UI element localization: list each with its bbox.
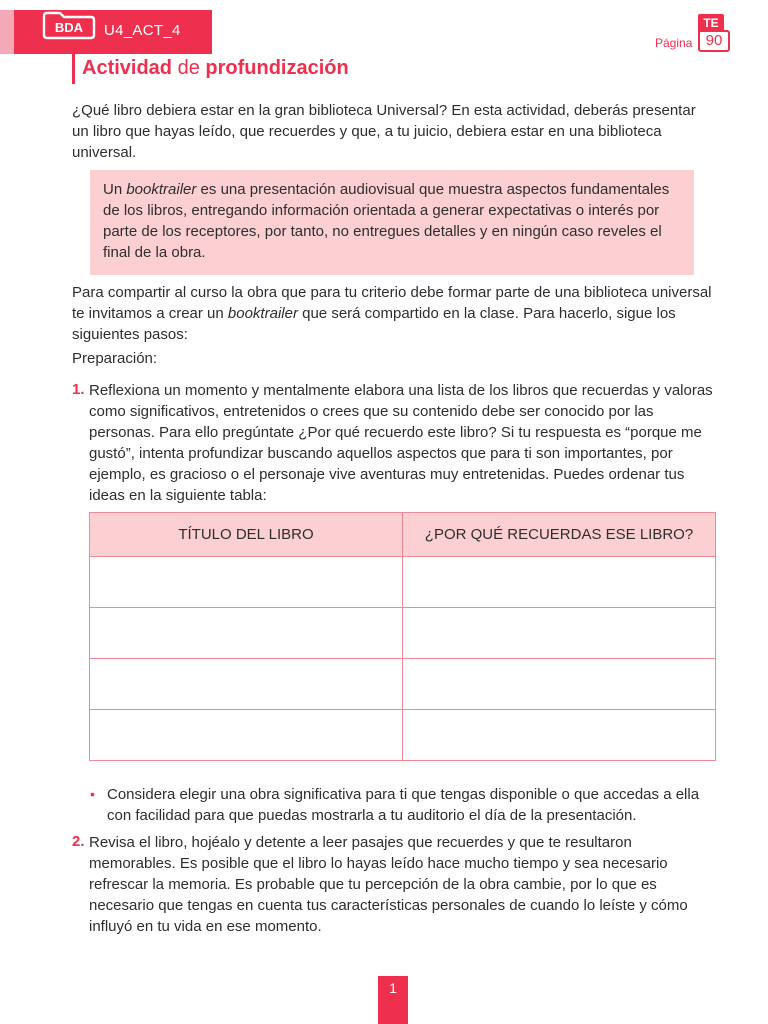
table-cell[interactable]: [403, 557, 716, 608]
step-1-number: 1.: [72, 381, 85, 398]
title-part-3: profundización: [205, 57, 349, 79]
header-edge: [0, 10, 14, 54]
share-before: Para compartir al curso la obra que para tu criterio debe formar parte de una biblioteca universal te invitamos a crear un: [72, 284, 712, 322]
table-header-row: [90, 513, 716, 557]
bullet-text: Considera elegir una obra significativa para ti que tengas disponible o que accedas a ella con facilidad para que puedas mostrarla a tu auditorio el día de la presentación.: [107, 786, 700, 824]
table-cell[interactable]: [90, 557, 403, 608]
logo-text: BDA: [54, 20, 84, 35]
table-cell[interactable]: [403, 608, 716, 659]
step-2-text: Revisa el libro, hojéalo y detente a leer pasajes que recuerdes y que te resultaron memorables. Es posible que el libro lo hayas leído hace mucho tiempo y sea necesario refrescar la memoria. Es probable que tu percepción de la obra cambie, por lo que es necesario que tengas en cuenta tus características personales de cuando lo leíste y cómo influyó en tu vida en ese momento.: [89, 834, 688, 935]
callout-text: es una presentación audiovisual que muestra aspectos fundamentales de los libros, entregando información orientada a generar expectativas o interés por parte de los receptores, por tanto, no entregues detalles y en ningún caso reveles el final de la obra.: [103, 181, 670, 261]
page-title: [82, 57, 349, 80]
callout-term: booktrailer: [126, 181, 197, 198]
callout-prefix: Un: [103, 181, 127, 198]
te-badge-label: TE: [698, 14, 724, 32]
header-why-remember: ¿POR QUÉ RECUERDAS ESE LIBRO?: [403, 513, 716, 557]
preparation-label: Preparación:: [72, 350, 158, 367]
te-page-number: 90: [698, 30, 730, 52]
share-paragraph: [72, 282, 712, 345]
bda-logo-icon: [40, 10, 98, 40]
table-cell[interactable]: [403, 710, 716, 761]
activity-code: U4_ACT_4: [104, 22, 181, 39]
table-row: [90, 608, 716, 659]
header-book-title: TÍTULO DEL LIBRO: [90, 513, 403, 557]
share-after: que será compartido en la clase. Para hacerlo, sigue los siguientes pasos:: [72, 305, 676, 343]
title-part-2: de: [177, 57, 200, 79]
table-row: [90, 659, 716, 710]
step-1-text: Reflexiona un momento y mentalmente elabora una lista de los libros que recuerdas y valoras como significativos, entretenidos o crees que su contenido debe ser conocido por las personas. Para ello pregúntate ¿Por qué recuerdo este libro? Si tu respuesta es “porque me gustó”, intenta profundizar buscando aquellos aspectos que para ti son importantes, por ejemplo, es gracioso o el personaje vive aventuras muy entretenidas. Puedes ordenar tus ideas en la siguiente tabla:: [89, 382, 713, 504]
table-cell[interactable]: [90, 710, 403, 761]
te-page-badge: [698, 14, 732, 54]
bullet-icon: •: [90, 786, 95, 802]
title-marker: [72, 54, 75, 84]
page-label: Página: [655, 36, 693, 50]
table-row: [90, 557, 716, 608]
table-cell[interactable]: [90, 659, 403, 710]
share-term: booktrailer: [227, 305, 298, 322]
intro-paragraph: ¿Qué libro debiera estar en la gran biblioteca Universal? En esta actividad, deberás presentar un libro que hayas leído, que recuerdes y que, a tu juicio, debiera estar en una biblioteca universal.: [72, 102, 696, 161]
books-table: [89, 512, 716, 761]
title-part-1: Actividad: [82, 57, 173, 79]
table-cell[interactable]: [90, 608, 403, 659]
definition-callout: [90, 170, 694, 275]
step-2-number: 2.: [72, 833, 85, 850]
table-cell[interactable]: [403, 659, 716, 710]
page-number-tab: 1: [378, 976, 408, 1024]
table-row: [90, 710, 716, 761]
